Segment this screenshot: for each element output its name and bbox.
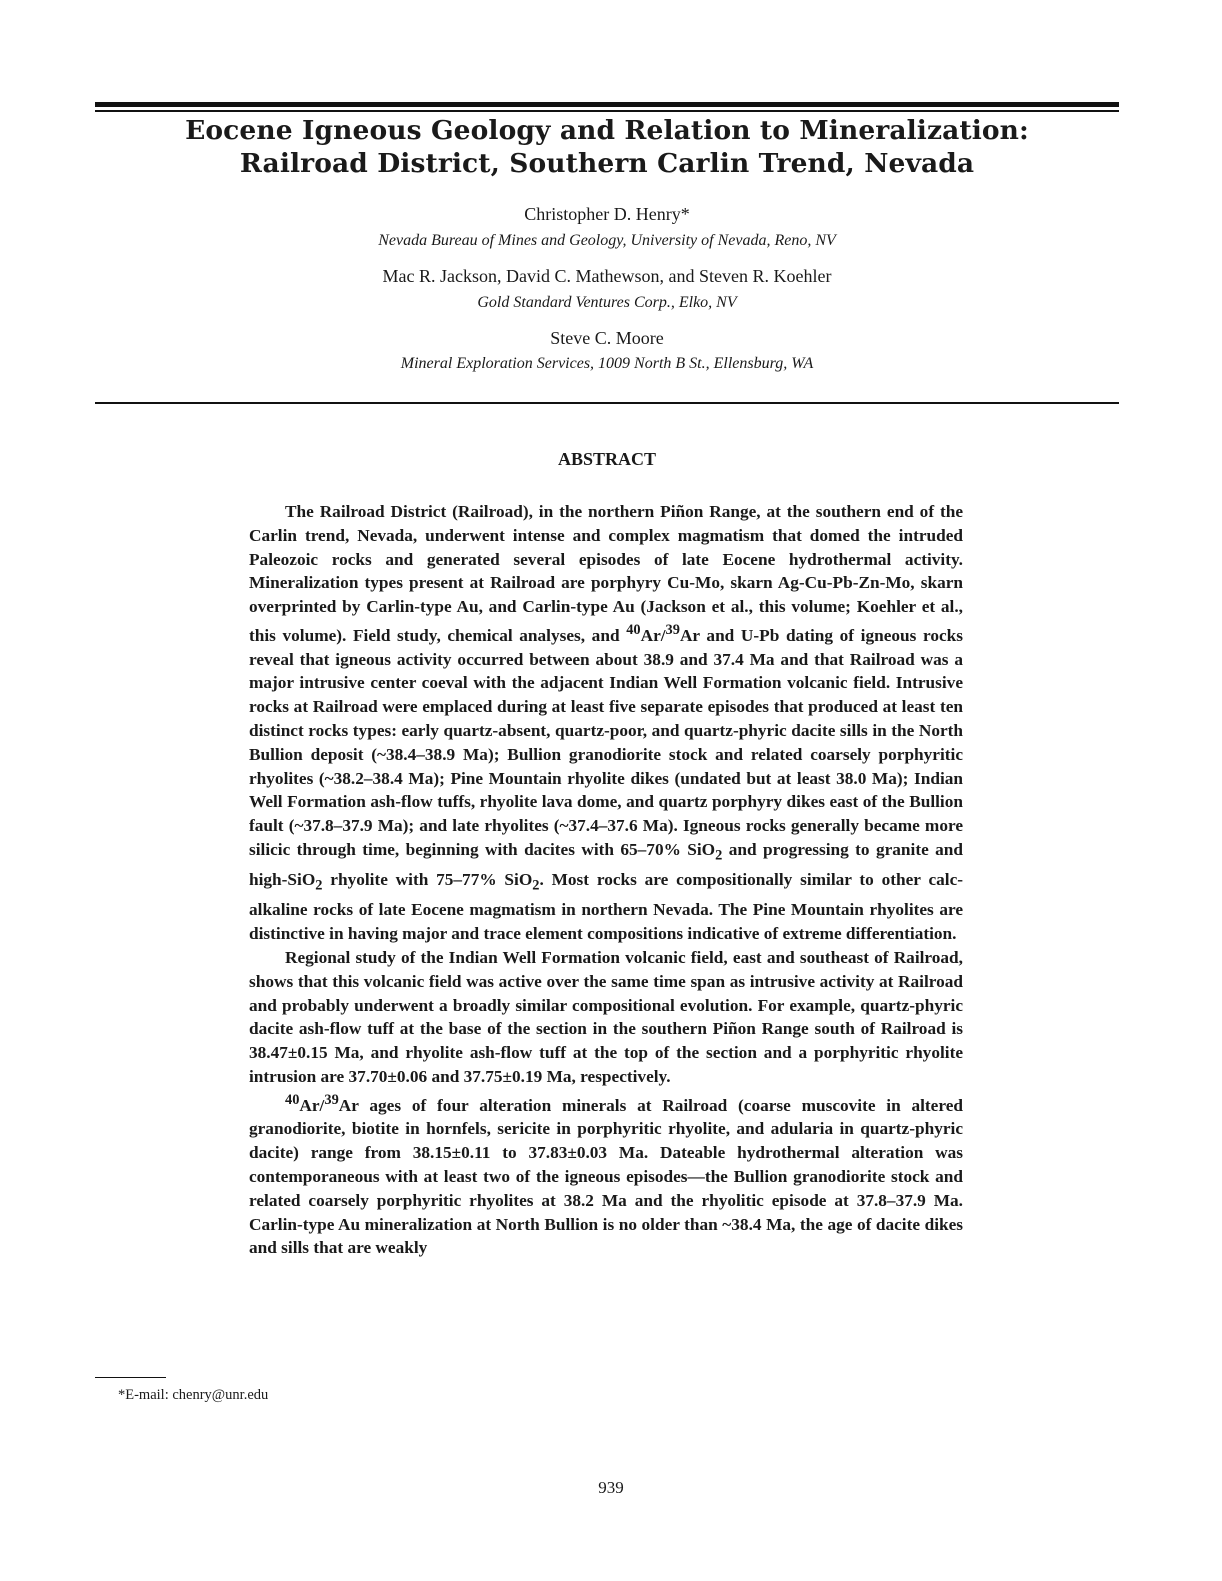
isotope-element: Ar	[679, 625, 700, 645]
page-number: 939	[598, 1478, 624, 1497]
isotope-mass-40: 40	[285, 1091, 300, 1108]
isotope-mass-39: 39	[665, 621, 680, 638]
header-rule-thin	[95, 110, 1119, 112]
abstract-p1-part-a: The Railroad District (Railroad), in the northern Piñon Range, at the southern end of the Carlin trend, Nevada, underwent intense and complex magmatism that domed the intruded Paleozoic rocks and generated several episodes of late Eocene hydrothermal activity. Mineralization types present at Railroad are porphyry Cu-Mo, skarn Ag-Cu-Pb-Zn-Mo, skarn overprinted by Carlin-type Au, and Carlin-type Au (Jackson et al., this volume; Koehler et al., this volume). Field study, chemical analyses, and	[249, 502, 963, 645]
abstract-paragraph-3	[249, 1089, 963, 1260]
author-affiliation-2: Gold Standard Ventures Corp., Elko, NV	[477, 294, 737, 311]
author-name-2: Mac R. Jackson, David C. Mathewson, and Steven R. Koehler	[382, 266, 832, 286]
isotope-element: Ar/	[299, 1095, 325, 1115]
abstract-paragraph-2: Regional study of the Indian Well Formation volcanic field, east and southeast of Railroad, shows that this volcanic field was active over the same time span as intrusive activity at Railroad and probably underwent a broadly similar compositional evolution. For example, quartz-phyric dacite ash-flow tuff at the base of the section in the southern Piñon Range south of Railroad is 38.47±0.15 Ma, and rhyolite ash-flow tuff at the top of the section and a porphyritic rhyolite intrusion are 37.70±0.06 and 37.75±0.19 Ma, respectively.	[249, 948, 963, 1086]
isotope-element: Ar/	[640, 625, 666, 645]
footnote-rule	[95, 1377, 166, 1378]
abstract-paragraph-1	[249, 500, 963, 946]
author-name-1: Christopher D. Henry*	[524, 204, 690, 224]
subscript-2: 2	[532, 877, 540, 894]
header-rule-thick	[95, 102, 1119, 107]
subscript-2: 2	[315, 877, 323, 894]
abstract-p1-part-e: . Most rocks are compositionally similar to other calc-alkaline rocks of late Eocene magmatism in northern Nevada. The Pine Mountain rhyolites are distinctive in having major and trace element compositions indicative of extreme differentiation.	[249, 870, 964, 944]
isotope-mass-39: 39	[324, 1091, 339, 1108]
abstract-p1-part-d: rhyolite with 75–77% SiO	[322, 870, 533, 890]
title-line-2: Railroad District, Southern Carlin Trend, Nevada	[239, 148, 975, 179]
isotope-mass-40: 40	[626, 621, 641, 638]
abstract-heading: ABSTRACT	[557, 449, 657, 469]
subscript-2: 2	[715, 847, 723, 864]
author-name-3: Steve C. Moore	[550, 328, 664, 348]
abstract-p1-part-c: and progressing to granite and high-SiO	[249, 839, 963, 890]
footnote-email: *E-mail: chenry@unr.edu	[118, 1387, 269, 1403]
author-affiliation-1: Nevada Bureau of Mines and Geology, University of Nevada, Reno, NV	[378, 232, 836, 249]
isotope-element: Ar	[338, 1095, 359, 1115]
abstract-p3-rest: ages of four alteration minerals at Railroad (coarse muscovite in altered granodiorite, biotite in hornfels, sericite in porphyritic rhyolite, and adularia in quartz-phyric dacite) range from 38.15±0.11 to 37.83±0.03 Ma. Dateable hydrothermal alteration was contemporaneous with at least two of the igneous episodes—the Bullion granodiorite stock and related coarsely porphyritic rhyolites at 38.2 Ma and the rhyolitic episode at 37.8–37.9 Ma. Carlin-type Au mineralization at North Bullion is no older than ~38.4 Ma, the age of dacite dikes and sills that are weakly	[249, 1095, 963, 1258]
abstract-body	[249, 500, 963, 1260]
abstract-p1-part-b: and U-Pb dating of igneous rocks reveal that igneous activity occurred between about 38.9 and 37.4 Ma and that Railroad was a major intrusive center coeval with the adjacent Indian Well Formation volcanic field. Intrusive rocks at Railroad were emplaced during at least five separate episodes that produced at least ten distinct rocks types: early quartz-absent, quartz-poor, and quartz-phyric dacite sills in the North Bullion deposit (~38.4–38.9 Ma); Bullion granodiorite stock and related coarsely porphyritic rhyolites (~38.2–38.4 Ma); Pine Mountain rhyolite dikes (undated but at least 38.0 Ma); Indian Well Formation ash-flow tuffs, rhyolite lava dome, and quartz porphyry dikes east of the Bullion fault (~37.8–37.9 Ma); and late rhyolites (~37.4–37.6 Ma). Igneous rocks generally became more silicic through time, beginning with dacites with 65–70% SiO	[249, 625, 963, 859]
paper-title	[95, 114, 1119, 180]
title-line-1: Eocene Igneous Geology and Relation to Mineralization:	[185, 115, 1029, 146]
author-affiliation-3: Mineral Exploration Services, 1009 North B St., Ellensburg, WA	[400, 355, 814, 372]
header-bottom-rule	[95, 402, 1119, 404]
